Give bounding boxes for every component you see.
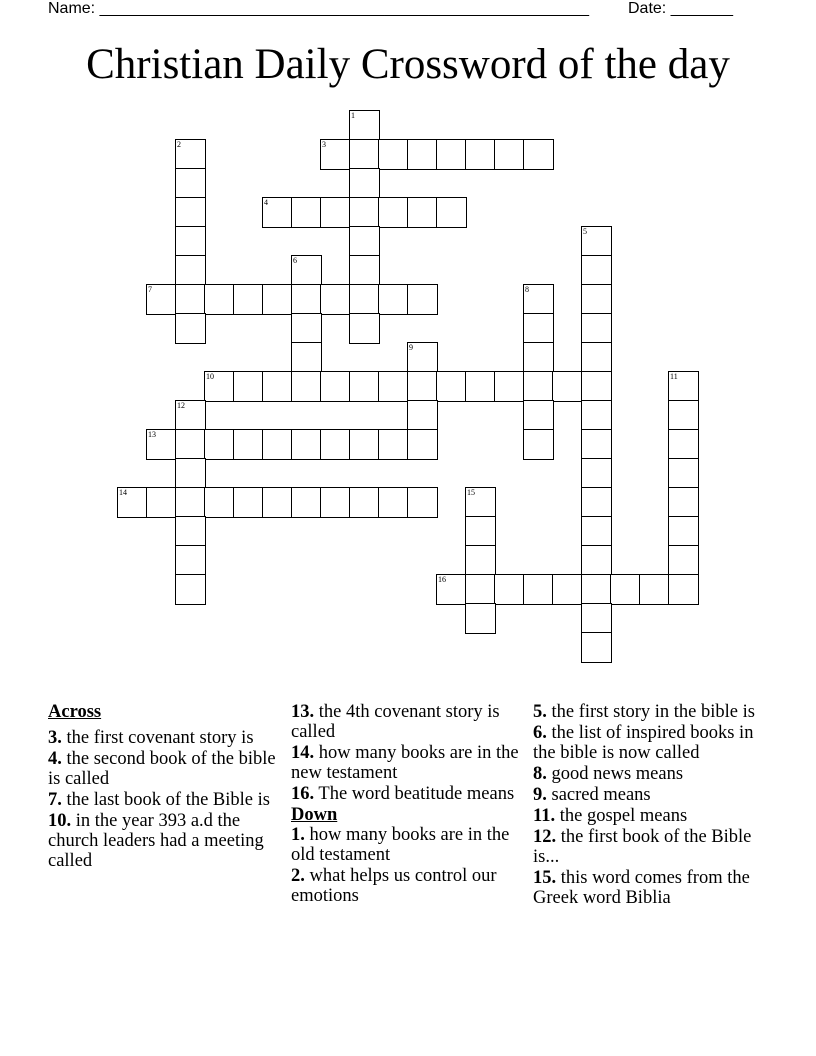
grid-cell[interactable] xyxy=(523,371,554,402)
clue-number-label: 6. xyxy=(533,723,547,743)
grid-cell[interactable] xyxy=(175,574,206,605)
grid-cell[interactable] xyxy=(581,632,612,663)
clue-item xyxy=(291,784,531,804)
grid-cell[interactable] xyxy=(378,429,409,460)
grid-cell[interactable] xyxy=(378,371,409,402)
grid-cell[interactable] xyxy=(465,139,496,170)
clue-item xyxy=(533,764,773,784)
grid-cell[interactable] xyxy=(320,139,351,170)
clue-number-label: 3. xyxy=(48,728,62,748)
clue-item xyxy=(533,723,773,763)
grid-cell[interactable] xyxy=(146,284,177,315)
grid-cell[interactable] xyxy=(610,574,641,605)
clue-text: the first covenant story is xyxy=(61,728,254,748)
grid-cell[interactable] xyxy=(668,429,699,460)
grid-cell[interactable] xyxy=(175,313,206,344)
clue-item xyxy=(533,785,773,805)
clue-number: 16 xyxy=(438,575,446,584)
grid-cell[interactable] xyxy=(581,429,612,460)
grid-cell[interactable] xyxy=(291,197,322,228)
grid-cell[interactable] xyxy=(407,284,438,315)
grid-cell[interactable] xyxy=(581,487,612,518)
grid-cell[interactable] xyxy=(349,371,380,402)
clue-text: in the year 393 a.d the church leaders had a meeting called xyxy=(48,811,264,871)
grid-cell[interactable] xyxy=(494,139,525,170)
grid-cell[interactable] xyxy=(320,429,351,460)
grid-cell[interactable] xyxy=(204,371,235,402)
clue-text: how many books are in the new testament xyxy=(291,743,519,783)
grid-cell[interactable] xyxy=(175,226,206,257)
clue-number: 14 xyxy=(119,488,127,497)
grid-cell[interactable] xyxy=(320,284,351,315)
grid-cell[interactable] xyxy=(175,487,206,518)
clue-number-label: 9. xyxy=(533,785,547,805)
clue-item xyxy=(533,806,773,826)
date-field[interactable]: Date: _______ xyxy=(628,0,733,17)
grid-cell[interactable] xyxy=(378,197,409,228)
clue-item xyxy=(291,866,531,906)
grid-cell[interactable] xyxy=(349,487,380,518)
clue-text: what helps us control our emotions xyxy=(291,866,497,906)
clue-item xyxy=(533,702,773,722)
grid-cell[interactable] xyxy=(349,197,380,228)
clue-number: 10 xyxy=(206,372,214,381)
clue-text: the last book of the Bible is xyxy=(61,790,270,810)
clue-item xyxy=(48,728,288,748)
grid-cell[interactable] xyxy=(146,487,177,518)
clue-number: 8 xyxy=(525,285,529,294)
grid-cell[interactable] xyxy=(436,371,467,402)
grid-cell[interactable] xyxy=(581,574,612,605)
clue-item xyxy=(533,868,773,908)
grid-cell[interactable] xyxy=(465,574,496,605)
clue-item xyxy=(291,825,531,865)
clue-number: 13 xyxy=(148,430,156,439)
clue-item xyxy=(291,743,531,783)
clue-number-label: 1. xyxy=(291,825,305,845)
clue-item xyxy=(48,749,288,789)
grid-cell[interactable] xyxy=(581,226,612,257)
clues-column-3 xyxy=(533,702,773,909)
grid-cell[interactable] xyxy=(291,429,322,460)
grid-cell[interactable] xyxy=(175,255,206,286)
grid-cell[interactable] xyxy=(581,545,612,576)
grid-cell[interactable] xyxy=(262,197,293,228)
grid-cell[interactable] xyxy=(407,429,438,460)
grid-cell[interactable] xyxy=(175,516,206,547)
grid-cell[interactable] xyxy=(465,603,496,634)
clue-item xyxy=(48,811,288,871)
clue-text: the second book of the bible is called xyxy=(48,749,276,789)
grid-cell[interactable] xyxy=(465,487,496,518)
grid-cell[interactable] xyxy=(175,458,206,489)
page-title: Christian Daily Crossword of the day xyxy=(86,41,730,88)
grid-cell[interactable] xyxy=(465,371,496,402)
grid-cell[interactable] xyxy=(204,429,235,460)
grid-cell[interactable] xyxy=(639,574,670,605)
clue-text: the 4th covenant story is called xyxy=(291,702,500,742)
grid-cell[interactable] xyxy=(175,197,206,228)
grid-cell[interactable] xyxy=(378,284,409,315)
grid-cell[interactable] xyxy=(523,284,554,315)
grid-cell[interactable] xyxy=(349,168,380,199)
name-field[interactable]: Name: _______________________________________________________ xyxy=(48,0,589,17)
grid-cell[interactable] xyxy=(233,284,264,315)
grid-cell[interactable] xyxy=(407,371,438,402)
grid-cell[interactable] xyxy=(668,574,699,605)
grid-cell[interactable] xyxy=(668,516,699,547)
clue-text: the gospel means xyxy=(555,806,688,826)
grid-cell[interactable] xyxy=(378,487,409,518)
grid-cell[interactable] xyxy=(117,487,148,518)
grid-cell[interactable] xyxy=(581,371,612,402)
across-heading: Across xyxy=(48,702,102,722)
clue-number-label: 15. xyxy=(533,868,557,888)
grid-cell[interactable] xyxy=(204,487,235,518)
grid-cell[interactable] xyxy=(233,371,264,402)
grid-cell[interactable] xyxy=(407,342,438,373)
grid-cell[interactable] xyxy=(668,545,699,576)
grid-cell[interactable] xyxy=(349,313,380,344)
clue-number: 11 xyxy=(670,372,678,381)
clue-number-label: 7. xyxy=(48,790,62,810)
clue-text: how many books are in the old testament xyxy=(291,825,510,865)
grid-cell[interactable] xyxy=(407,139,438,170)
grid-cell[interactable] xyxy=(349,429,380,460)
clue-number-label: 10. xyxy=(48,811,72,831)
grid-cell[interactable] xyxy=(204,284,235,315)
grid-cell[interactable] xyxy=(552,371,583,402)
clue-text: the first book of the Bible is... xyxy=(533,827,752,867)
clue-number: 3 xyxy=(322,140,326,149)
grid-cell[interactable] xyxy=(291,487,322,518)
clue-number: 15 xyxy=(467,488,475,497)
clue-text: the first story in the bible is xyxy=(546,702,755,722)
grid-cell[interactable] xyxy=(146,429,177,460)
grid-cell[interactable] xyxy=(262,284,293,315)
grid-cell[interactable] xyxy=(436,574,467,605)
grid-cell[interactable] xyxy=(465,516,496,547)
grid-cell[interactable] xyxy=(523,574,554,605)
grid-cell[interactable] xyxy=(349,226,380,257)
grid-cell[interactable] xyxy=(291,342,322,373)
grid-cell[interactable] xyxy=(262,371,293,402)
clue-number-label: 13. xyxy=(291,702,315,722)
grid-cell[interactable] xyxy=(581,284,612,315)
grid-cell[interactable] xyxy=(436,139,467,170)
grid-cell[interactable] xyxy=(175,545,206,576)
clue-text: The word beatitude means xyxy=(314,784,515,804)
grid-cell[interactable] xyxy=(291,255,322,286)
clue-number: 6 xyxy=(293,256,297,265)
grid-cell[interactable] xyxy=(320,487,351,518)
grid-cell[interactable] xyxy=(523,139,554,170)
grid-cell[interactable] xyxy=(291,284,322,315)
grid-cell[interactable] xyxy=(436,197,467,228)
grid-cell[interactable] xyxy=(320,197,351,228)
grid-cell[interactable] xyxy=(175,139,206,170)
clue-number: 1 xyxy=(351,111,355,120)
grid-cell[interactable] xyxy=(349,139,380,170)
grid-cell[interactable] xyxy=(494,371,525,402)
grid-cell[interactable] xyxy=(581,400,612,431)
grid-cell[interactable] xyxy=(262,487,293,518)
grid-cell[interactable] xyxy=(349,110,380,141)
clue-number-label: 12. xyxy=(533,827,557,847)
grid-cell[interactable] xyxy=(175,429,206,460)
clue-number: 2 xyxy=(177,140,181,149)
grid-cell[interactable] xyxy=(233,429,264,460)
clue-number: 12 xyxy=(177,401,185,410)
grid-cell[interactable] xyxy=(523,313,554,344)
grid-cell[interactable] xyxy=(175,400,206,431)
grid-cell[interactable] xyxy=(581,516,612,547)
grid-cell[interactable] xyxy=(407,197,438,228)
grid-cell[interactable] xyxy=(233,487,264,518)
grid-cell[interactable] xyxy=(407,400,438,431)
grid-cell[interactable] xyxy=(581,458,612,489)
grid-cell[interactable] xyxy=(378,139,409,170)
grid-cell[interactable] xyxy=(262,429,293,460)
clue-number-label: 5. xyxy=(533,702,547,722)
clue-text: good news means xyxy=(546,764,684,784)
clue-number-label: 16. xyxy=(291,784,315,804)
grid-cell[interactable] xyxy=(668,458,699,489)
clue-text: sacred means xyxy=(546,785,651,805)
grid-cell[interactable] xyxy=(349,255,380,286)
clue-item xyxy=(533,827,773,867)
grid-cell[interactable] xyxy=(175,168,206,199)
grid-cell[interactable] xyxy=(291,313,322,344)
grid-cell[interactable] xyxy=(407,487,438,518)
down-heading: Down xyxy=(291,805,338,825)
grid-cell[interactable] xyxy=(668,371,699,402)
clue-number-label: 2. xyxy=(291,866,305,886)
grid-cell[interactable] xyxy=(523,342,554,373)
clue-number-label: 14. xyxy=(291,743,315,763)
clue-number-label: 11. xyxy=(533,806,556,826)
grid-cell[interactable] xyxy=(552,574,583,605)
grid-cell[interactable] xyxy=(581,313,612,344)
clue-text: the list of inspired books in the bible is now called xyxy=(533,723,754,763)
grid-cell[interactable] xyxy=(465,545,496,576)
grid-cell[interactable] xyxy=(291,371,322,402)
grid-cell[interactable] xyxy=(581,255,612,286)
clue-number: 9 xyxy=(409,343,413,352)
grid-cell[interactable] xyxy=(581,342,612,373)
clues-column-1 xyxy=(48,702,288,872)
grid-cell[interactable] xyxy=(494,574,525,605)
clue-number: 4 xyxy=(264,198,268,207)
clue-number: 5 xyxy=(583,227,587,236)
grid-cell[interactable] xyxy=(668,487,699,518)
grid-cell[interactable] xyxy=(349,284,380,315)
clue-text: this word comes from the Greek word Biblia xyxy=(533,868,750,908)
clue-number-label: 8. xyxy=(533,764,547,784)
clue-item xyxy=(48,790,288,810)
grid-cell[interactable] xyxy=(523,400,554,431)
grid-cell[interactable] xyxy=(581,603,612,634)
clue-item xyxy=(291,702,531,742)
clue-number: 7 xyxy=(148,285,152,294)
grid-cell[interactable] xyxy=(320,371,351,402)
grid-cell[interactable] xyxy=(523,429,554,460)
grid-cell[interactable] xyxy=(175,284,206,315)
clues-column-2 xyxy=(291,702,531,907)
grid-cell[interactable] xyxy=(668,400,699,431)
clue-number-label: 4. xyxy=(48,749,62,769)
